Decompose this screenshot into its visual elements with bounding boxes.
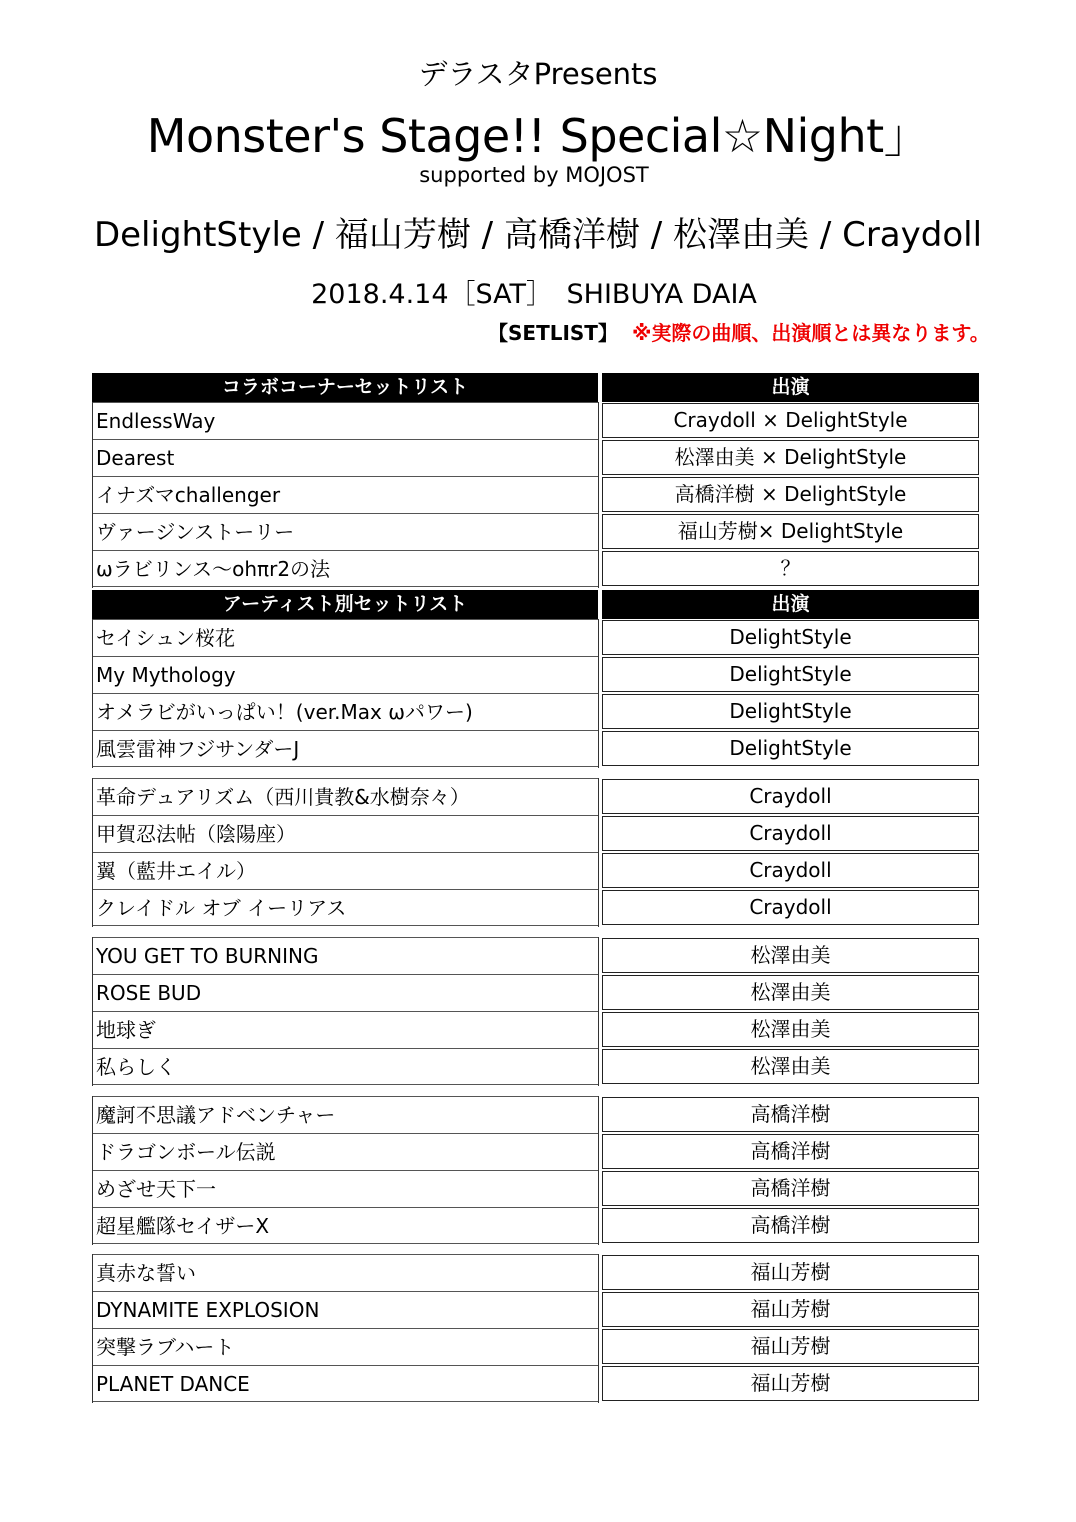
performer-cell: 松澤由美 <box>602 1049 979 1084</box>
table-row <box>92 1133 979 1170</box>
song-title: 地球ぎ <box>92 1011 598 1048</box>
table-row <box>92 974 979 1011</box>
performer-column-header: 出演 <box>602 373 979 402</box>
song-title: 翼（藍井エイル） <box>92 852 598 889</box>
performer-cell: Craydoll <box>602 779 979 814</box>
table-left-border <box>92 1254 93 1403</box>
setlist-group <box>92 1096 979 1245</box>
song-title: 革命デュアリズム（西川貴教&水樹奈々） <box>92 778 598 815</box>
table-left-border <box>92 1096 93 1245</box>
song-title: オメラビがいっぱい！(ver.Max ωパワー) <box>92 693 598 730</box>
performer-cell: Craydoll <box>602 890 979 925</box>
table-left-border <box>92 619 93 768</box>
table-row <box>92 1365 979 1402</box>
performer-cell: Craydoll <box>602 853 979 888</box>
song-title: 魔訶不思議アドベンチャー <box>92 1096 598 1133</box>
performer-cell: 高橋洋樹 <box>602 1171 979 1206</box>
performers-line: DelightStyle / 福山芳樹 / 高橋洋樹 / 松澤由美 / Craydoll <box>93 215 983 255</box>
performer-cell: Craydoll <box>602 816 979 851</box>
performer-cell: DelightStyle <box>602 731 979 766</box>
song-title: 甲賀忍法帖（陰陽座） <box>92 815 598 852</box>
song-title: クレイドル オブ イーリアス <box>92 889 598 926</box>
table-row <box>92 550 979 587</box>
song-title: YOU GET TO BURNING <box>92 937 598 974</box>
performer-cell: 松澤由美 <box>602 1012 979 1047</box>
song-title: ドラゴンボール伝説 <box>92 1133 598 1170</box>
performer-cell: ？ <box>602 551 979 586</box>
performer-cell: 福山芳樹 <box>602 1329 979 1364</box>
performer-cell: 松澤由美 <box>602 938 979 973</box>
table-row <box>92 937 979 974</box>
table-row <box>92 439 979 476</box>
song-title: 私らしく <box>92 1048 598 1085</box>
song-title: 真赤な誓い <box>92 1254 598 1291</box>
song-title: DYNAMITE EXPLOSION <box>92 1291 598 1328</box>
table-row <box>92 1048 979 1085</box>
song-title: ROSE BUD <box>92 974 598 1011</box>
table-row <box>92 656 979 693</box>
setlist-label: 【SETLIST】 <box>488 321 618 345</box>
song-title: 突撃ラブハート <box>92 1328 598 1365</box>
table-row <box>92 852 979 889</box>
column-divider <box>598 778 599 927</box>
column-divider <box>598 1254 599 1403</box>
order-notice: ※実際の曲順、出演順とは異なります。 <box>631 321 990 345</box>
performer-cell: DelightStyle <box>602 620 979 655</box>
song-title: セイシュン桜花 <box>92 619 598 656</box>
song-title: 風雲雷神フジサンダーJ <box>92 730 598 767</box>
setlist-group <box>92 402 979 588</box>
song-title: Dearest <box>92 439 598 476</box>
performer-cell: 高橋洋樹 <box>602 1097 979 1132</box>
performer-cell: DelightStyle <box>602 694 979 729</box>
table-row <box>92 1096 979 1133</box>
section-header <box>92 590 979 619</box>
table-row <box>92 619 979 656</box>
table-row <box>92 1207 979 1244</box>
section-header <box>92 373 979 402</box>
setlist-notice-line <box>488 317 990 346</box>
table-row <box>92 513 979 550</box>
table-row <box>92 889 979 926</box>
song-title: めざせ天下一 <box>92 1170 598 1207</box>
column-divider <box>598 619 599 768</box>
performer-cell: 高橋洋樹 <box>602 1208 979 1243</box>
performer-cell: 福山芳樹× DelightStyle <box>602 514 979 549</box>
section-title: コラボコーナーセットリスト <box>92 373 598 402</box>
song-title: PLANET DANCE <box>92 1365 598 1402</box>
performer-cell: 高橋洋樹 × DelightStyle <box>602 477 979 512</box>
support-line: supported by MOJOST <box>419 163 649 187</box>
event-title: Monster's Stage!! Special☆Night」 <box>146 109 930 163</box>
table-row <box>92 693 979 730</box>
performer-cell: Craydoll × DelightStyle <box>602 403 979 438</box>
setlist-group <box>92 1254 979 1403</box>
song-title: ヴァージンストーリー <box>92 513 598 550</box>
table-left-border <box>92 937 93 1086</box>
song-title: ωラビリンス〜ohπr2の法 <box>92 550 598 587</box>
performer-cell: 松澤由美 × DelightStyle <box>602 440 979 475</box>
column-divider <box>598 1096 599 1245</box>
song-title: イナズマchallenger <box>92 476 598 513</box>
table-row <box>92 815 979 852</box>
date-venue: 2018.4.14［SAT］ SHIBUYA DAIA <box>311 279 757 310</box>
table-row <box>92 476 979 513</box>
song-title: 超星艦隊セイザーX <box>92 1207 598 1244</box>
table-row <box>92 1011 979 1048</box>
performer-cell: 福山芳樹 <box>602 1292 979 1327</box>
section-title: アーティスト別セットリスト <box>92 590 598 619</box>
table-row <box>92 778 979 815</box>
table-left-border <box>92 778 93 927</box>
performer-cell: 福山芳樹 <box>602 1255 979 1290</box>
presenter-line: デラスタPresents <box>418 57 658 91</box>
table-row <box>92 1170 979 1207</box>
table-row <box>92 1328 979 1365</box>
performer-cell: 高橋洋樹 <box>602 1134 979 1169</box>
table-left-border <box>92 402 93 588</box>
performer-cell: DelightStyle <box>602 657 979 692</box>
column-divider <box>598 402 599 588</box>
table-row <box>92 730 979 767</box>
performer-cell: 福山芳樹 <box>602 1366 979 1401</box>
column-divider <box>598 937 599 1086</box>
setlist-group <box>92 778 979 927</box>
setlist-group <box>92 619 979 768</box>
table-row <box>92 1254 979 1291</box>
song-title: EndlessWay <box>92 402 598 439</box>
performer-column-header: 出演 <box>602 590 979 619</box>
table-row <box>92 1291 979 1328</box>
song-title: My Mythology <box>92 656 598 693</box>
table-row <box>92 402 979 439</box>
performer-cell: 松澤由美 <box>602 975 979 1010</box>
setlist-group <box>92 937 979 1086</box>
